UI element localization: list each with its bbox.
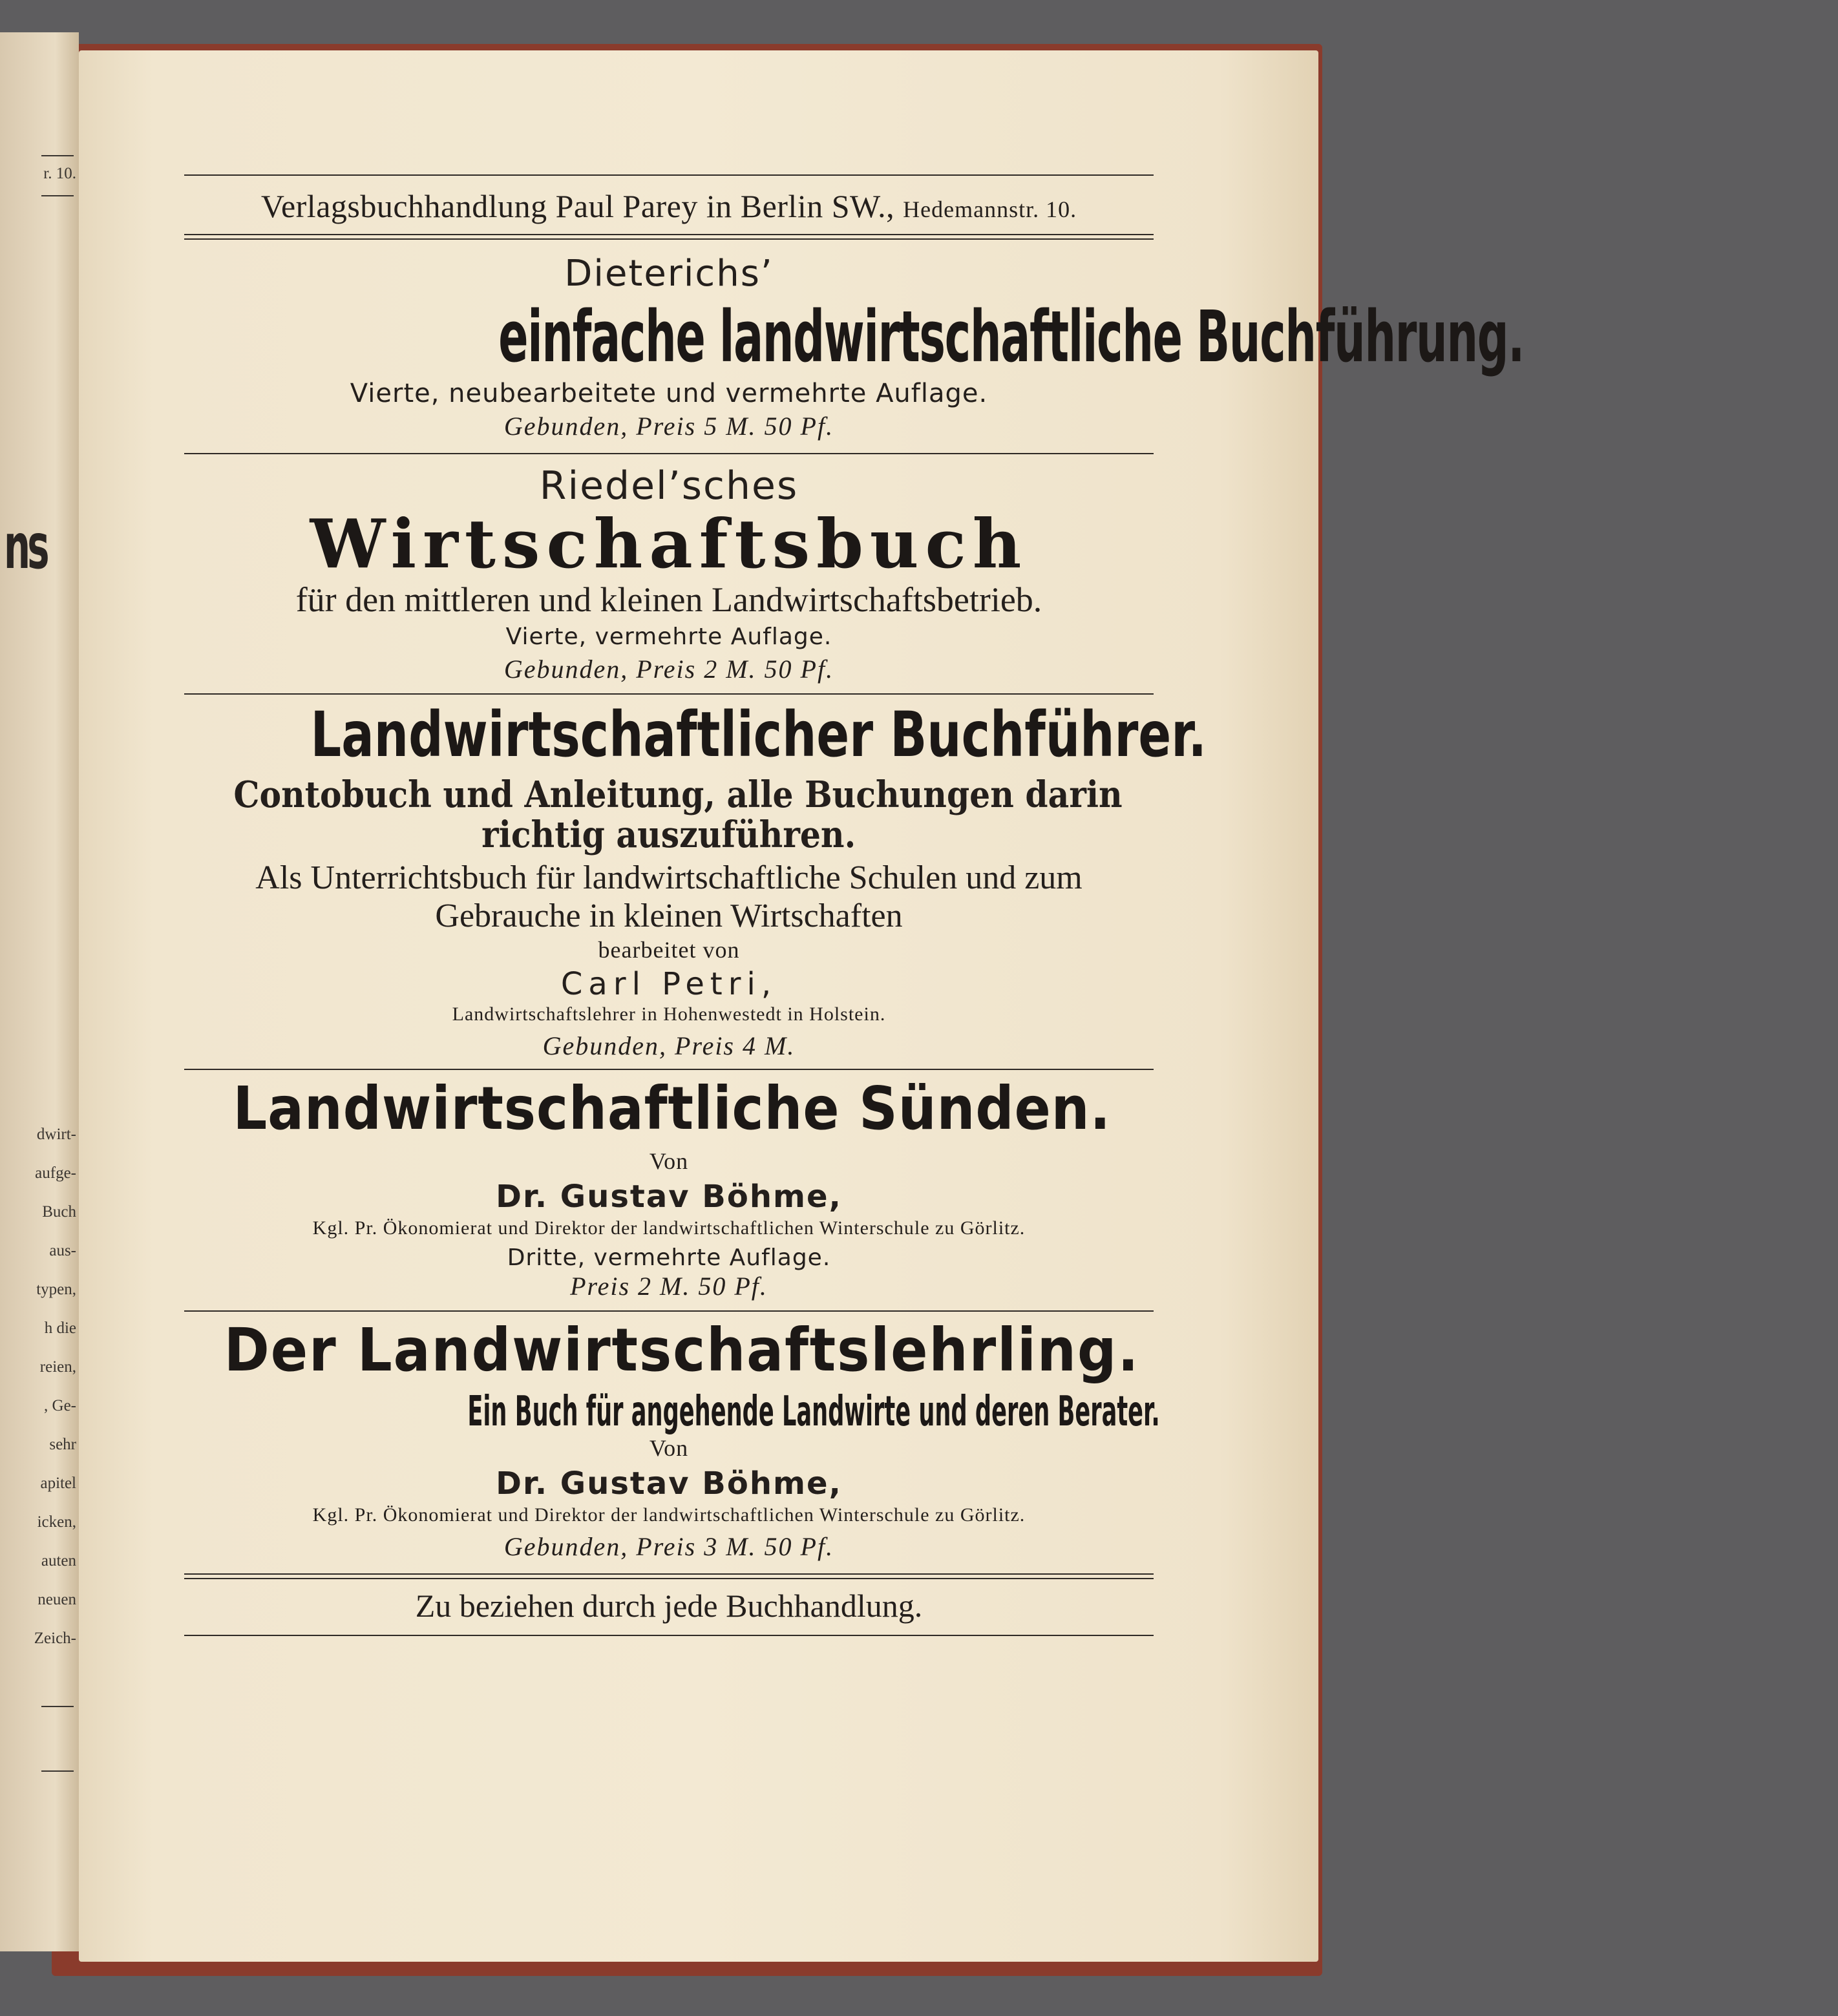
left-page-fragment: neuen bbox=[37, 1591, 76, 1608]
ad-lehrling bbox=[184, 1312, 1160, 1562]
ad-suenden bbox=[184, 1070, 1154, 1301]
ad-title: Landwirtschaftlicher Buchführer. bbox=[310, 698, 1207, 771]
left-page-fragment: apitel bbox=[40, 1475, 76, 1492]
left-facing-page bbox=[0, 32, 79, 1951]
ad-price: Gebunden, Preis 2 M. 50 Pf. bbox=[503, 655, 834, 684]
ad-by: Von bbox=[649, 1435, 689, 1461]
ad-price: Preis 2 M. 50 Pf. bbox=[570, 1272, 768, 1301]
ad-price: Gebunden, Preis 3 M. 50 Pf. bbox=[503, 1532, 834, 1561]
ad-by: bearbeitet von bbox=[598, 937, 740, 963]
publisher-name: Verlagsbuchhandlung Paul Parey in Berlin SW., bbox=[260, 188, 895, 224]
footer-line: Zu beziehen durch jede Buchhandlung. bbox=[415, 1588, 923, 1624]
ad-author-role: Kgl. Pr. Ökonomierat und Direktor der landwirtschaftlichen Winterschule zu Görlitz. bbox=[312, 1504, 1026, 1526]
left-page-fragment: aufge- bbox=[35, 1164, 76, 1182]
left-page-big-fragment: ns bbox=[4, 510, 47, 583]
ad-title: Wirtschaftsbuch bbox=[310, 504, 1028, 583]
left-page-fragment: r. 10. bbox=[43, 165, 76, 182]
ad-description-line: Gebrauche in kleinen Wirtschaften bbox=[435, 898, 903, 934]
ad-subtitle: für den mittleren und kleinen Landwirtschaftsbetrieb. bbox=[295, 580, 1042, 619]
left-page-fragment: h die bbox=[44, 1319, 76, 1337]
ad-subtitle-line: Contobuch und Anleitung, alle Buchungen darin bbox=[233, 773, 1123, 816]
ad-author-role: Kgl. Pr. Ökonomierat und Direktor der landwirtschaftlichen Winterschule zu Görlitz. bbox=[312, 1217, 1026, 1239]
left-page-fragment: dwirt- bbox=[36, 1126, 76, 1143]
ad-edition: Vierte, vermehrte Auflage. bbox=[505, 624, 832, 650]
ad-price: Gebunden, Preis 5 M. 50 Pf. bbox=[503, 412, 834, 441]
ad-by: Von bbox=[649, 1148, 689, 1174]
left-page-fragment: Zeich- bbox=[34, 1630, 76, 1647]
left-page-fragment: aus- bbox=[49, 1242, 76, 1259]
ad-edition: Vierte, neubearbeitete und vermehrte Auflage. bbox=[350, 379, 988, 408]
ad-author: Carl Petri, bbox=[560, 966, 777, 1002]
publisher-line bbox=[184, 187, 1154, 225]
left-page-rule bbox=[41, 155, 74, 156]
ad-description-line: Als Unterrichtsbuch für landwirtschaftliche Schulen und zum bbox=[255, 859, 1083, 896]
left-page-fragment: reien, bbox=[39, 1358, 76, 1376]
left-page-rule bbox=[41, 1770, 74, 1772]
ad-price: Gebunden, Preis 4 M. bbox=[542, 1031, 796, 1060]
section-divider bbox=[184, 453, 1154, 454]
ad-title: Landwirtschaftliche Sünden. bbox=[233, 1074, 1111, 1143]
left-page-fragment: sehr bbox=[49, 1436, 76, 1453]
ad-dieterichs bbox=[184, 253, 1525, 441]
publisher-address: Hedemannstr. 10. bbox=[903, 196, 1077, 222]
left-page-rule bbox=[41, 195, 74, 196]
left-page-fragment: typen, bbox=[36, 1281, 76, 1298]
ad-subtitle-line: richtig auszuführen. bbox=[481, 814, 856, 856]
left-page-fragment: icken, bbox=[37, 1513, 76, 1531]
left-page-rule bbox=[41, 1706, 74, 1707]
ad-author: Dr. Gustav Böhme, bbox=[496, 1465, 842, 1502]
ad-author: Dr. Gustav Böhme, bbox=[496, 1179, 842, 1215]
ad-buchfuehrer bbox=[184, 695, 1207, 1061]
ad-subtitle: Ein Buch für angehende Landwirte und deren Berater. bbox=[467, 1388, 1160, 1436]
ad-edition: Dritte, vermehrte Auflage. bbox=[507, 1244, 831, 1271]
double-rule bbox=[184, 1573, 1154, 1579]
advertisement-page bbox=[184, 174, 1525, 1636]
double-rule bbox=[184, 234, 1154, 240]
left-page-fragment: , Ge- bbox=[44, 1397, 76, 1414]
ad-author-role: Landwirtschaftslehrer in Hohenwestedt in Holstein. bbox=[452, 1003, 886, 1025]
ad-title: einfache landwirtschaftliche Buchführung. bbox=[498, 295, 1525, 378]
left-page-fragment: auten bbox=[41, 1552, 76, 1570]
left-page-fragment: Buch bbox=[42, 1203, 76, 1221]
ad-title: Der Landwirtschaftslehrling. bbox=[224, 1316, 1140, 1385]
ad-riedel bbox=[184, 463, 1154, 684]
ad-pre-title: Riedel’sches bbox=[539, 463, 799, 509]
bottom-rule bbox=[184, 1635, 1154, 1636]
top-rule bbox=[184, 174, 1154, 176]
ad-pre-title: Dieterichs’ bbox=[564, 253, 774, 295]
